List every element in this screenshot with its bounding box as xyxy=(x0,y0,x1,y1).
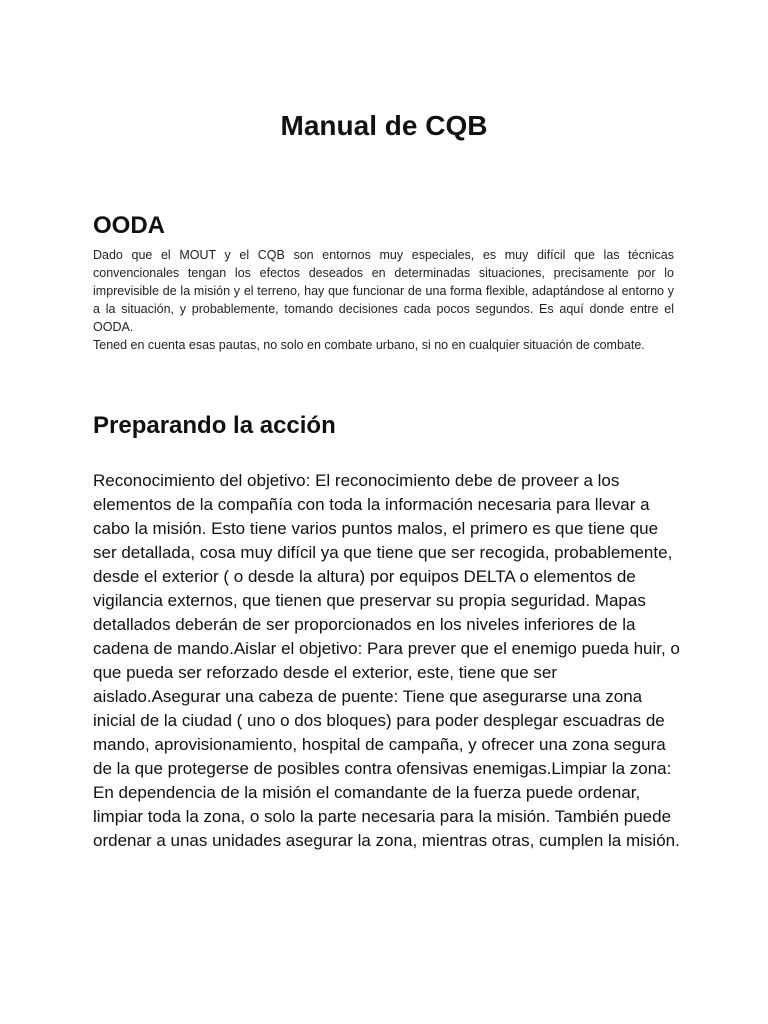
ooda-paragraph: Dado que el MOUT y el CQB son entornos muy especiales, es muy difícil que las técnicas convencionales tengan los efectos deseados en determinadas situaciones, precisamente por lo imprevisible de la misión y el terreno, hay que funcionar de una forma flexible, adaptándose al entorno y a la situación, y probablemente, tomando decisiones cada pocos segundos. Es aquí donde entre el OODA. xyxy=(93,248,674,334)
document-title: Manual de CQB xyxy=(280,110,488,141)
section-body-preparando: Reconocimiento del objetivo: El reconocimiento debe de proveer a los elementos de la compañía con toda la información necesaria para llevar a cabo la misión. Esto tiene varios puntos malos, el primero es que tiene que ser detallada, cosa muy difícil ya que tiene que ser recogida, probablemente, desde el exterior ( o desde la altura) por equipos DELTA o elementos de vigilancia externos, que tienen que preservar su propia seguridad. Mapas detallados deberán de ser proporcionados en los niveles inferiores de la cadena de mando.Aislar el objetivo: Para prever que el enemigo pueda huir, o que pueda ser reforzado desde el exterior, este, tiene que ser aislado.Asegurar una cabeza de puente: Tiene que asegurarse una zona inicial de la ciudad ( uno o dos bloques) para poder desplegar escuadras de mando, aprovisionamiento, hospital de campaña, y ofrecer una zona segura de la que protegerse de posibles contra ofensivas enemigas.Limpiar la zona: En dependencia de la misión el comandante de la fuerza puede ordenar, limpiar toda la zona, o solo la parte necesaria para la misión. También puede ordenar a unas unidades asegurar la zona, mientras otras, cumplen la misión. xyxy=(93,471,680,850)
ooda-paragraph: Tened en cuenta esas pautas, no solo en combate urbano, si no en cualquier situación de combate. xyxy=(93,338,645,352)
section-heading-preparando: Preparando la acción xyxy=(93,412,336,439)
section-body-ooda xyxy=(93,246,674,354)
section-heading-ooda: OODA xyxy=(93,212,165,239)
